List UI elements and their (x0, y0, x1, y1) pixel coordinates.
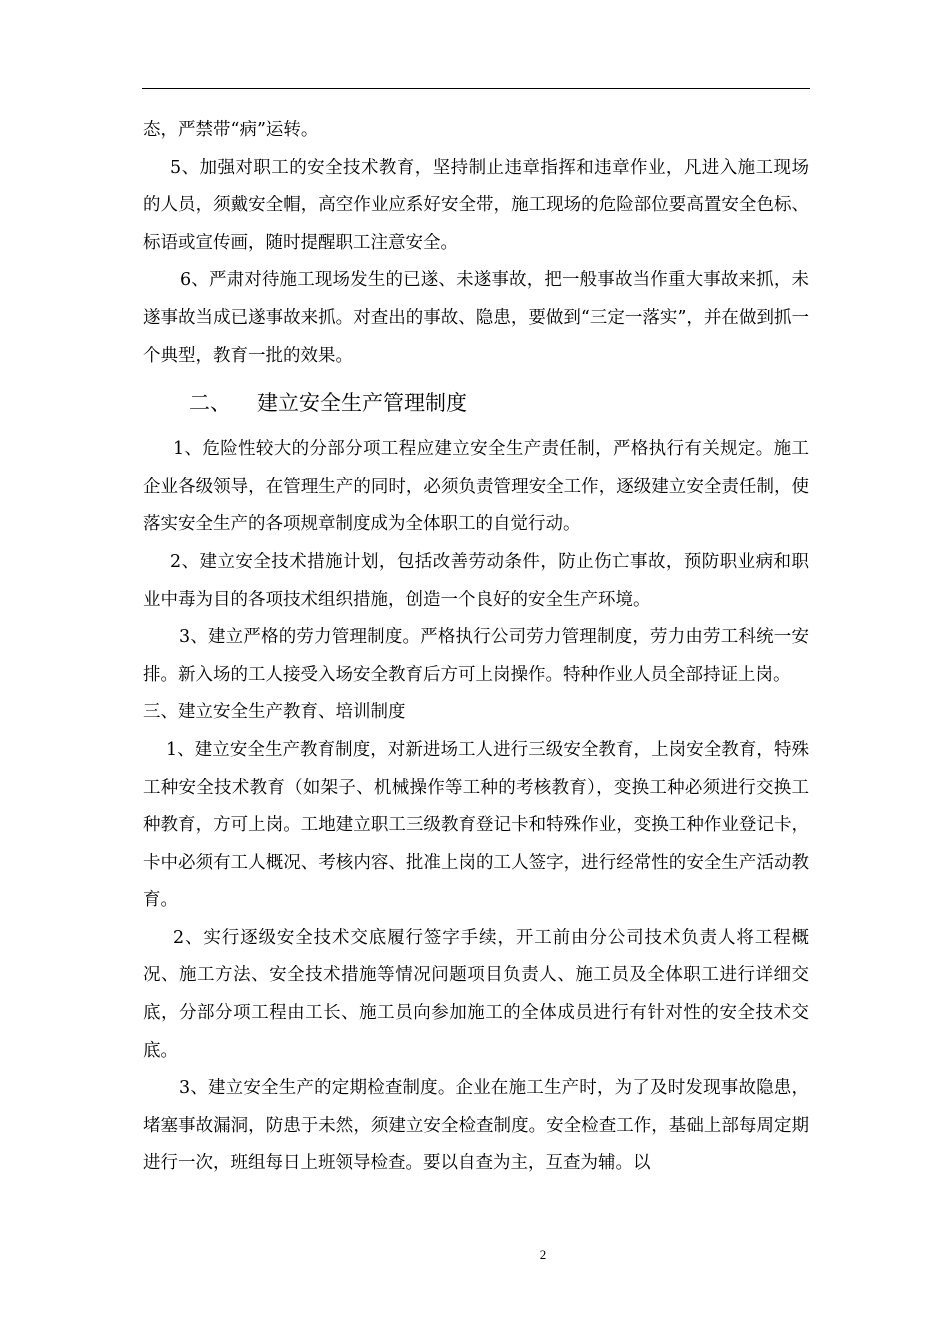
paragraph-3-item-3: 3、建立安全生产的定期检查制度。企业在施工生产时，为了及时发现事故隐患，堵塞事故漏洞，防患于未然，须建立安全检查制度。安全检查工作，基础上部每周定期进行一次，班组每日上班领导检查。要以自查为主，互查为辅。以 (143, 1078, 809, 1174)
section-heading-two-title: 建立安全生产管理制度 (257, 391, 467, 416)
paragraph-2-item-2: 2、建立安全技术措施计划，包括改善劳动条件，防止伤亡事故，预防职业病和职业中毒为目的各项技术组织措施，创造一个良好的安全生产环境。 (143, 551, 809, 610)
paragraph-3-item-2: 2、实行逐级安全技术交底履行签字手续，开工前由分公司技术负责人将工程概况、施工方法、安全技术措施等情况问题项目负责人、施工员及全体职工进行详细交底，分部分项工程由工长、施工员向参加施工的全体成员进行有针对性的安全技术交底。 (143, 927, 809, 1061)
paragraph-continuation: 态，严禁带“病”运转。 (143, 120, 319, 140)
section-heading-three: 三、建立安全生产教育、培训制度 (143, 702, 406, 723)
section-heading-two-number: 二、 (189, 391, 231, 416)
document-body (143, 112, 809, 1183)
paragraph-2-item-1: 1、危险性较大的分部分项工程应建立安全生产责任制，严格执行有关规定。施工企业各级领导，在管理生产的同时，必须负责管理安全工作，逐级建立安全责任制，使落实安全生产的各项规章制度成为全体职工的自觉行动。 (143, 439, 809, 535)
paragraph-item-5: 5、加强对职工的安全技术教育，坚持制止违章指挥和违章作业，凡进入施工现场的人员，须戴安全帽，高空作业应系好安全带，施工现场的危险部位要高置安全色标、标语或宣传画，随时提醒职工注意安全。 (143, 157, 809, 253)
page-number: 2 (539, 1247, 547, 1262)
header-rule (142, 88, 810, 89)
paragraph-2-item-3: 3、建立严格的劳力管理制度。严格执行公司劳力管理制度，劳力由劳工科统一安排。新入场的工人接受入场安全教育后方可上岗操作。特种作业人员全部持证上岗。 (143, 627, 809, 685)
paragraph-item-6: 6、严肃对待施工现场发生的已遂、未遂事故，把一般事故当作重大事故来抓，未遂事故当成已遂事故来抓。对查出的事故、隐患，要做到“三定一落实”，并在做到抓一个典型，教育一批的效果。 (143, 270, 809, 366)
section-heading-two (143, 375, 809, 431)
paragraph-3-item-1: 1、建立安全生产教育制度，对新进场工人进行三级安全教育，上岗安全教育，特殊工种安全技术教育（如架子、机械操作等工种的考核教育），变换工种必须进行交换工种教育，方可上岗。工地建立职工三级教育登记卡和特殊作业，变换工种作业登记卡，卡中必须有工人概况、考核内容、批准上岗的工人签字，进行经常性的安全生产活动教育。 (143, 739, 809, 911)
